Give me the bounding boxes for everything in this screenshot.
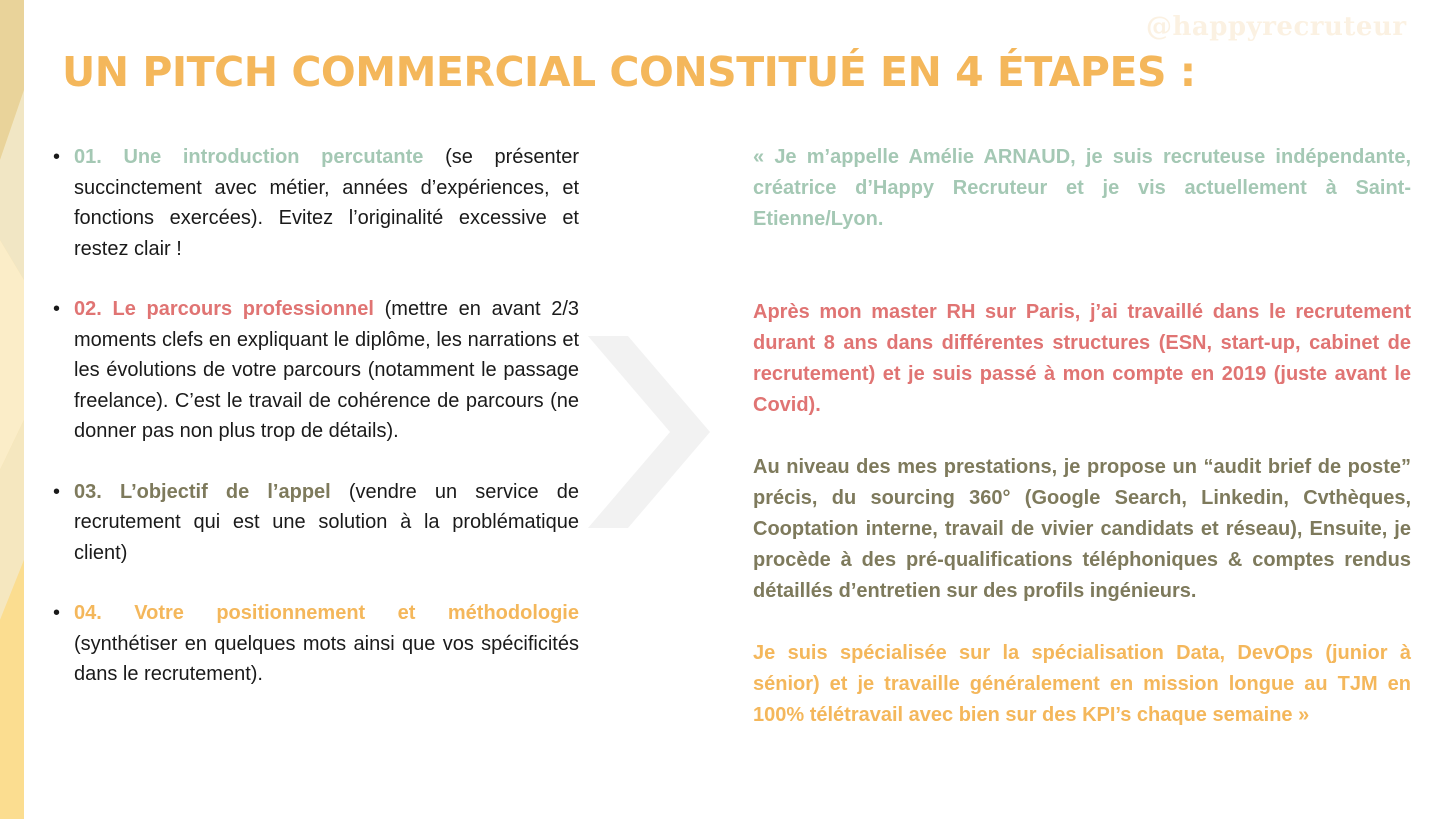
step-description: (vendre un service de recrutement qui est une solution à la problématique client) [74,480,579,564]
bullet-icon: • [53,480,61,503]
step-description: (synthétiser en quelques mots ainsi que vos spécificités dans le recrutement). [74,632,579,685]
step-heading: 01. Une introduction percutante [74,146,424,168]
step-item-1 [53,142,579,264]
step-heading: 03. L’objectif de l’appel [74,480,331,503]
step-item-2 [53,294,580,447]
step-heading: 04. Votre positionnement et méthodologie [74,602,579,624]
step-description: (mettre en avant 2/3 moments clefs en expliquant le diplôme, les narrations et les évolutions de votre parcours (notamment le passage freelance). C’est le travail de cohérence de parcours (ne donner pas non plus trop de détails). [74,298,580,442]
pitch-paragraph-career: Après mon master RH sur Paris, j’ai travaillé dans le recrutement durant 8 ans dans différentes structures (ESN, start-up, cabinet de recrutement) et je suis passé à mon compte en 2019 (juste avant le Covid). [753,301,1411,416]
step-heading: 02. Le parcours professionnel [74,298,374,320]
pitch-paragraph-services: Au niveau des mes prestations, je propose un “audit brief de poste” précis, du sourcing 360° (Google Search, Linkedin, Cvthèques, Cooptation interne, travail de vivier candidats et réseau), Ensuite, je procède à des pré-qualifications téléphoniques & comptes rendus détaillés d’entretien sur des profils ingénieurs. [753,456,1411,602]
decorative-left-strip [0,0,24,819]
bullet-icon: • [53,602,61,624]
steps-list [48,142,579,720]
page-title: UN PITCH COMMERCIAL CONSTITUÉ EN 4 ÉTAPES : [62,48,1196,96]
bullet-icon: • [53,298,61,320]
step-description: (se présenter succinctement avec métier, années d’expériences, et fonctions exercées). Evitez l’originalité excessive et restez clair ! [74,146,579,260]
step-item-4 [53,598,579,690]
pitch-example [753,142,1411,731]
bullet-icon: • [53,146,61,168]
watermark-handle: @happyrecruteur [1146,12,1407,42]
step-item-3 [53,477,579,569]
pitch-paragraph-positioning: Je suis spécialisée sur la spécialisation Data, DevOps (junior à sénior) et je travaille généralement en mission longue au TJM en 100% télétravail avec bien sur des KPI’s chaque semaine » [753,642,1411,726]
pitch-paragraph-introduction: « Je m’appelle Amélie ARNAUD, je suis recruteuse indépendante, créatrice d’Happy Recruteur et je vis actuellement à Saint-Etienne/Lyon. [753,146,1411,230]
chevron-right-icon [588,336,710,528]
